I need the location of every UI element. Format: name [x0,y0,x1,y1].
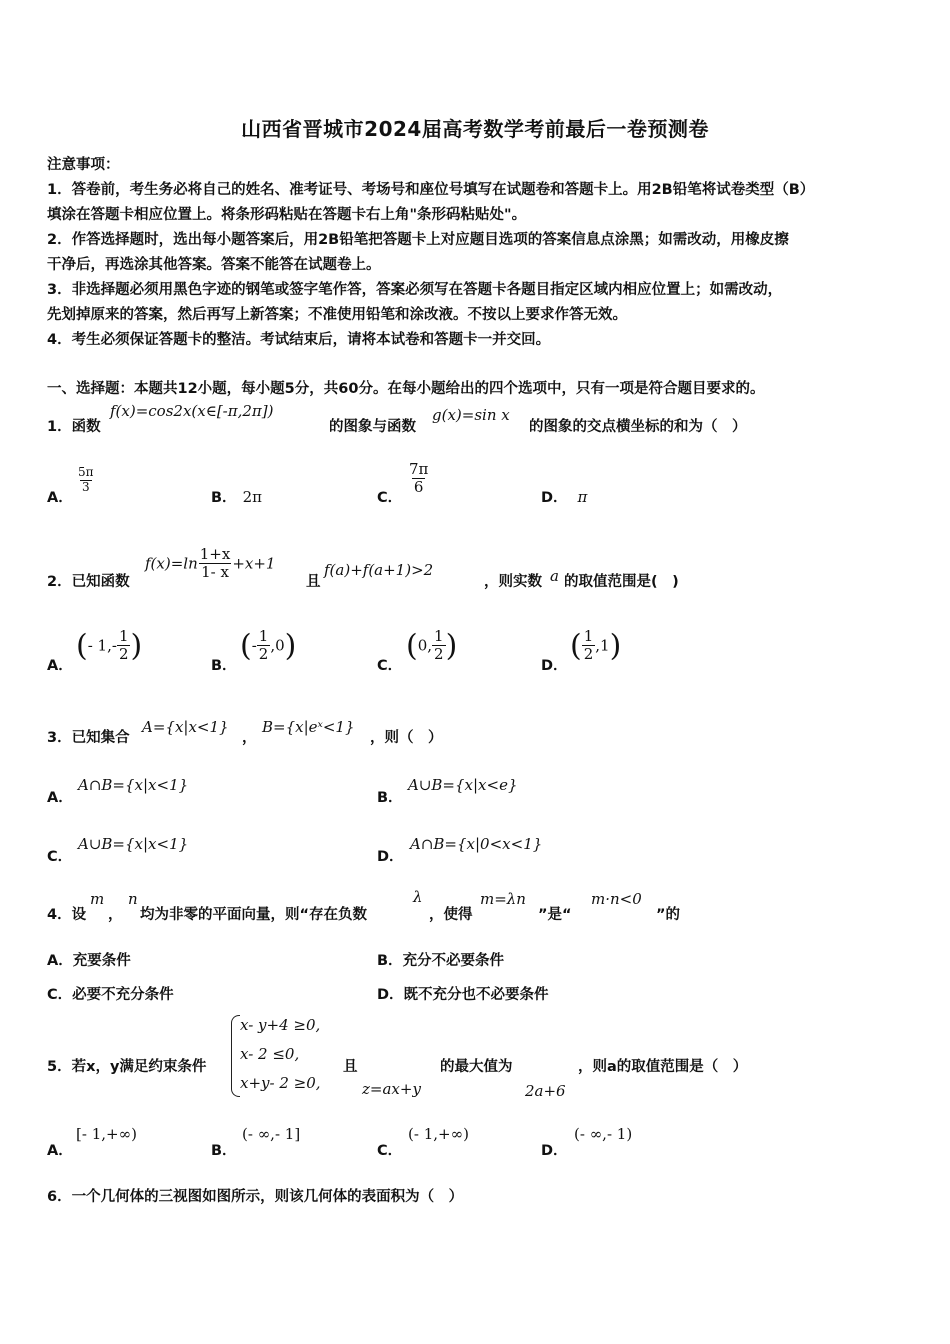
q5-mid: 的最大值为 [440,1059,513,1075]
q5-objective: z=ax+y [362,1080,421,1098]
exam-title: 山西省晋城市2024届高考数学考前最后一卷预测卷 [241,117,709,141]
q4-ineq: m·n<0 [591,890,642,908]
q1-option-c: C． [377,490,403,506]
q2-post2: 的取值范围是( ) [564,574,679,590]
q3-option-c: C． [47,849,73,865]
q2-f-expr: f(x)=ln $\frac{1+x}{1- x}$ +x+1 [145,545,276,582]
q5-max: 2a+6 [525,1082,566,1100]
q1-g-expr: g(x)=sin x [432,406,510,424]
q3-option-a-value: A∩B={x|x<1} [78,776,189,794]
q1-option-b: B． 2π [211,488,262,506]
q3-comma: ， [242,730,257,746]
q1-stem [47,415,101,436]
q5-and: 且 [343,1059,358,1075]
q2-option-d-value: ( $\frac{1}{2}$ ,1) [570,627,622,664]
q4-comma: ， [108,907,123,923]
q4-option-a: A．充要条件 [47,953,131,969]
q3-option-d: D． [377,849,404,865]
q2-option-a: A． [47,658,73,674]
q3-option-b: B． [377,790,403,806]
q4-m: m [90,890,105,908]
notice-line: 2．作答选择题时，选出每小题答案后，用2B铅笔把答题卡上对应题目选项的答案信息点涂黑；如需改动，用橡皮擦 [47,232,789,248]
q2-post: ，则实数 [484,574,542,590]
q2-option-c: C． [377,658,403,674]
notice-line: 4．考生必须保证答题卡的整洁。考试结束后，请将本试卷和答题卡一并交回。 [47,332,551,348]
q4-pre: 4．设 [47,907,87,923]
q3-option-a: A． [47,790,73,806]
q1-post: 的图象的交点横坐标的和为（ ） [529,419,747,435]
q5-option-d: D． [541,1143,568,1159]
q3-option-c-value: A∪B={x|x<1} [78,835,189,853]
q4-text-1: 均为非零的平面向量，则“存在负数 [140,907,368,923]
q2-option-a-value: (- 1,- $\frac{1}{2}$ ) [76,627,143,664]
q4-eq: m=λn [480,890,526,908]
notice-line: 填涂在答题卡相应位置上。将条形码粘贴在答题卡右上角"条形码粘贴处"。 [47,207,527,223]
q5-option-c: C． [377,1143,403,1159]
q4-option-c: C．必要不充分条件 [47,987,174,1003]
q5-brace [231,1015,240,1097]
q5-pre: 5．若x，y满足约束条件 [47,1059,207,1075]
q2-option-c-value: (0, $\frac{1}{2}$ ) [406,627,458,664]
q4-lambda: λ [413,888,423,906]
q3-post: ，则（ ） [370,730,443,746]
q5-constraint-3: x+y- 2 ≥0, [240,1074,321,1092]
q6-stem: 6．一个几何体的三视图如图所示，则该几何体的表面积为（ ） [47,1189,464,1205]
q3-set-b: B={x|eˣ<1} [262,718,355,736]
notice-heading: 注意事项： [47,157,120,173]
q1-option-a-frac: $\frac{5\pi}{3}$ [78,465,94,494]
q1-pre: 1．函数 [47,419,101,435]
q5-constraint-1: x- y+4 ≥0, [240,1016,321,1034]
q5-option-a-value: [- 1,+∞) [76,1125,137,1143]
q5-option-a: A． [47,1143,73,1159]
section-heading: 一、选择题：本题共12小题，每小题5分，共60分。在每小题给出的四个选项中，只有一项是符合题目要求的。 [47,381,765,397]
q1-option-a: A． [47,490,73,506]
q3-option-b-value: A∪B={x|x<e} [408,776,518,794]
q5-constraint-2: x- 2 ≤0, [240,1045,300,1063]
q5-option-b: B． [211,1143,237,1159]
q2-option-b-value: (- $\frac{1}{2}$ ,0) [240,627,297,664]
q1-option-d: D． π [541,488,588,506]
q5-option-c-value: (- 1,+∞) [408,1125,469,1143]
q3-option-d-value: A∩B={x|0<x<1} [410,835,543,853]
q4-option-b: B．充分不必要条件 [377,953,505,969]
q2-pre: 2．已知函数 [47,574,130,590]
notice-line: 1．答卷前，考生务必将自己的姓名、准考证号、考场号和座位号填写在试题卷和答题卡上。用2B铅笔将试卷类型（B） [47,182,815,198]
q5-option-d-value: (- ∞,- 1) [574,1125,633,1143]
q3-pre: 3．已知集合 [47,730,130,746]
q5-post: ，则a的取值范围是（ ） [578,1059,748,1075]
q3-set-a: A={x|x<1} [142,718,229,736]
q2-option-d: D． [541,658,568,674]
q5-option-b-value: (- ∞,- 1] [242,1125,301,1143]
q1-mid: 的图象与函数 [329,419,416,435]
q2-option-b: B． [211,658,237,674]
q4-text-3: ”是“ [538,907,572,923]
q4-n: n [128,890,138,908]
q2-cond: f(a)+f(a+1)>2 [324,561,434,579]
notice-line: 先划掉原来的答案，然后再写上新答案；不准使用铅笔和涂改液。不按以上要求作答无效。 [47,307,627,323]
q1-option-c-frac: $\frac{7\pi}{6}$ [409,460,429,497]
notice-line: 3．非选择题必须用黑色字迹的钢笔或签字笔作答，答案必须写在答题卡各题目指定区域内相应位置上；如需改动， [47,282,783,298]
q4-text-4: ”的 [656,907,681,923]
q4-option-d: D．既不充分也不必要条件 [377,987,549,1003]
q2-var: a [550,567,559,585]
notice-line: 干净后，再选涂其他答案。答案不能答在试题卷上。 [47,257,381,273]
q4-text-2: ，使得 [429,907,473,923]
q1-f-expr: f(x)=cos2x(x∈[-π,2π]) [110,402,274,420]
q2-and: 且 [306,574,321,590]
